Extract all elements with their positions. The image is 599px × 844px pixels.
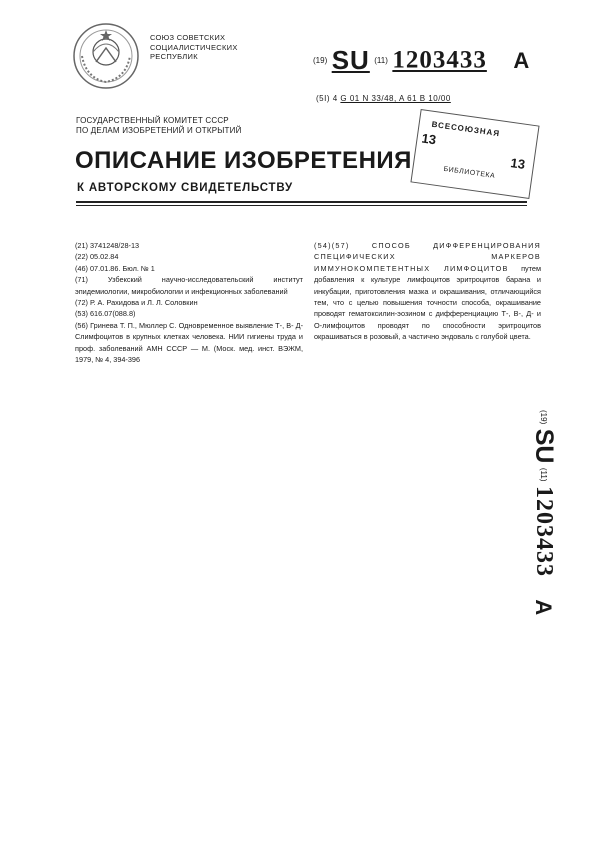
vertical-patent-number xyxy=(496,410,576,650)
document-subtitle: К АВТОРСКОМУ СВИДЕТЕЛЬСТВУ xyxy=(77,182,293,194)
divider xyxy=(76,205,527,206)
biblio-entry: (46) 07.01.86. Бюл. № 1 xyxy=(75,263,155,273)
patent-kind: A xyxy=(513,47,530,73)
organization-line: ГОСУДАРСТВЕННЫЙ КОМИТЕТ СССР xyxy=(76,116,229,125)
biblio-entry: (72) Р. А. Рахидова и Л. Л. Соловкин xyxy=(75,298,198,308)
number-code-label: (11) xyxy=(539,467,548,482)
organization xyxy=(76,116,242,136)
stamp-line: 13 xyxy=(509,155,527,172)
number-code-label: (11) xyxy=(374,56,388,65)
patent-kind: A xyxy=(531,599,557,616)
biblio-entry: (53) 616.07(088.8) xyxy=(75,309,136,319)
state-emblem-icon xyxy=(72,22,140,90)
ipc-classification xyxy=(316,94,451,103)
library-stamp xyxy=(410,109,539,199)
patent-number: 1203433 xyxy=(392,46,487,74)
union-line: СОЦИАЛИСТИЧЕСКИХ xyxy=(150,42,238,52)
document-title: ОПИСАНИЕ ИЗОБРЕТЕНИЯ xyxy=(75,147,412,174)
organization-line: ПО ДЕЛАМ ИЗОБРЕТЕНИЙ И ОТКРЫТИЙ xyxy=(76,126,242,135)
ipc-value: G 01 N 33/48, A 61 B 10/00 xyxy=(340,94,451,103)
abstract-title: (54)(57) СПОСОБ ДИФФЕРЕНЦИРОВАНИЯ СПЕЦИФИЧЕСКИХ МАРКЕРОВ ИММУНОКОМПЕТЕНТНЫХ ЛИМФОЦИТОВ xyxy=(314,241,541,273)
abstract-body: путем добавления к культуре лимфоцитов эритроцитов барана и инкубации, приготовления мазка и окрашивания, отличающийся тем, что с целью повышения точности способа, окрашивание проводят гематоксилин-эозином с дифференциацию Т-, В-, Д- и О-лимфоцитов проводят по способности эритроцитов окрашиваться в розовый, а частично эндоваль с голубой цвета. xyxy=(314,263,541,342)
country-code: SU xyxy=(530,428,558,464)
stamp-line: 13 xyxy=(420,130,438,148)
patent-number: 1203433 xyxy=(531,485,557,577)
stamp-line: ВСЕСОЮЗНАЯ xyxy=(431,119,501,139)
country-code-label: (19) xyxy=(539,410,548,425)
ipc-code-label: (5I) 4 xyxy=(316,94,338,103)
bibliographic-data xyxy=(75,240,303,365)
abstract xyxy=(314,240,541,343)
country-code-label: (19) xyxy=(313,56,328,65)
union-line: СОЮЗ СОВЕТСКИХ xyxy=(150,33,226,42)
patent-number-header xyxy=(313,45,529,76)
country-code: SU xyxy=(331,45,370,75)
biblio-entry: (22) 05.02.84 xyxy=(75,252,119,262)
biblio-entry: (71) Узбекский научно-исследовательский институт эпидемиологии, микробиологии и инфекционных заболеваний xyxy=(75,275,303,296)
biblio-entry: (21) 3741248/28-13 xyxy=(75,241,140,250)
biblio-entry: (56) Гринева Т. П., Мюллер С. Одновременное выявление Т-, В- Д-Слимфоцитов в крупных клетках человека. НИИ гигиены труда и проф. заболеваний АМН СССР — М. (Моск. мед. инст. ВЭЖМ, 1979, № 4, 394-396 xyxy=(75,320,303,365)
union-line: РЕСПУБЛИК xyxy=(150,52,198,61)
divider xyxy=(76,201,527,203)
stamp-line: БИБЛИОТЕКА xyxy=(443,165,496,180)
union-name xyxy=(150,33,238,62)
